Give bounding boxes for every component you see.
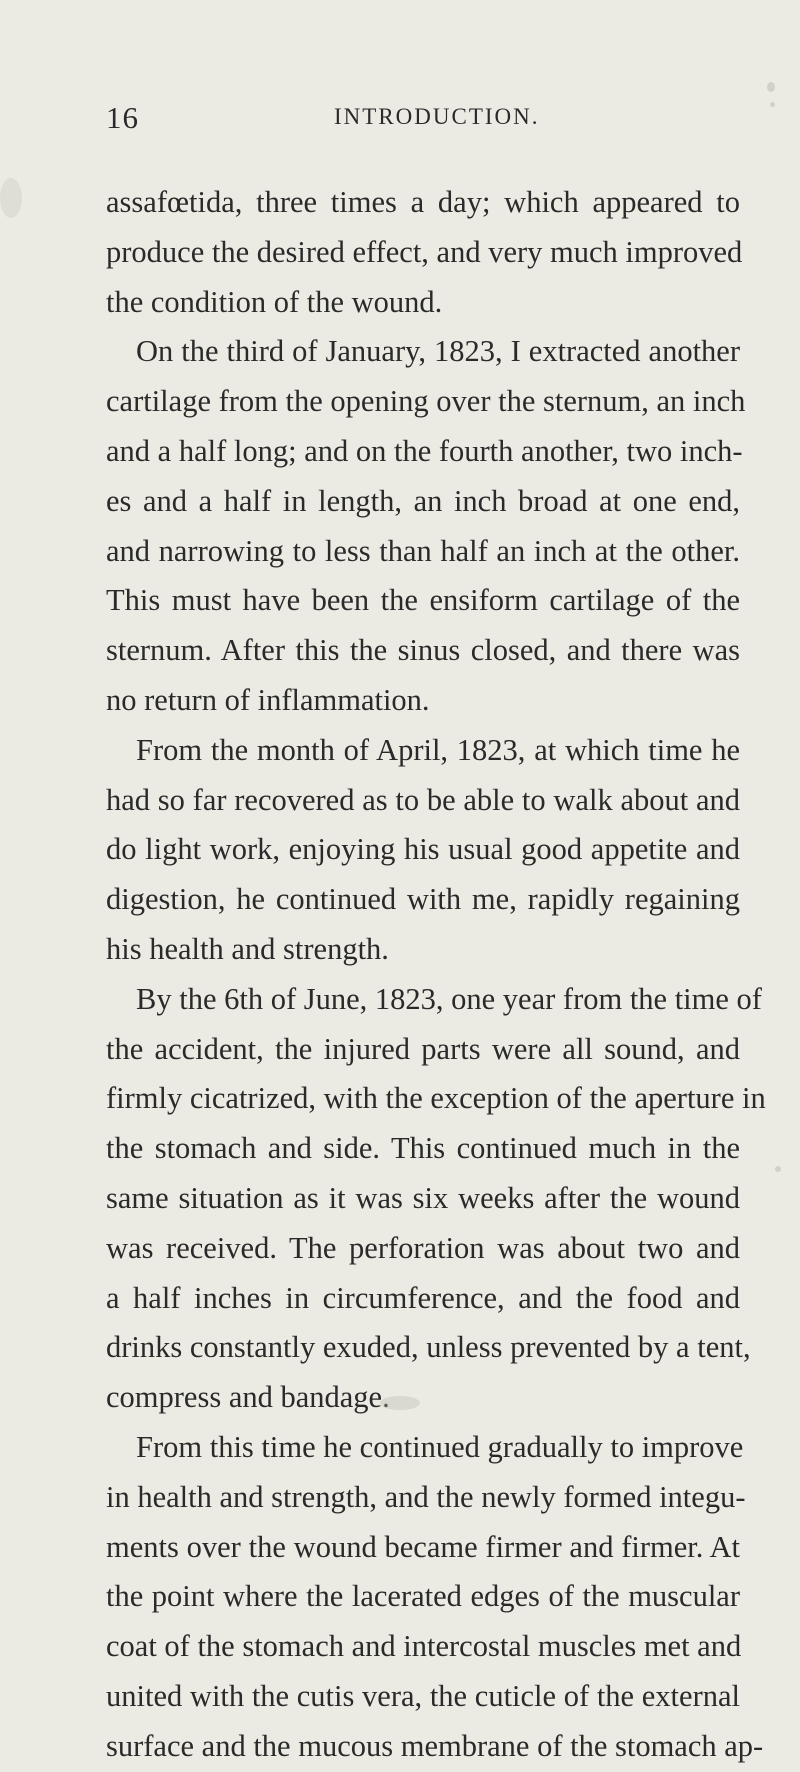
text-line: cartilage from the opening over the sternum, an inch bbox=[106, 384, 746, 419]
text-line: By the 6th of June, 1823, one year from the time of bbox=[136, 981, 762, 1016]
text-line: ments over the wound became firmer and firmer. At bbox=[106, 1529, 740, 1564]
text-line: was received. The perforation was about two and bbox=[106, 1230, 740, 1265]
ink-speck bbox=[770, 102, 775, 107]
text-line: the point where the lacerated edges of the muscular bbox=[106, 1579, 740, 1614]
text-line: compress and bandage. bbox=[106, 1380, 390, 1415]
text-line: This must have been the ensiform cartilage of the bbox=[106, 583, 740, 618]
text-line: the accident, the injured parts were all sound, and bbox=[106, 1031, 740, 1066]
text-line: assafœtida, three times a day; which appeared to bbox=[106, 185, 740, 219]
text-line: no return of inflammation. bbox=[106, 682, 430, 717]
text-line: the stomach and side. This continued much in the bbox=[106, 1131, 740, 1166]
text-line: same situation as it was six weeks after the wound bbox=[106, 1180, 740, 1215]
text-line: firmly cicatrized, with the exception of the aperture in bbox=[106, 1081, 766, 1116]
text-line: sternum. After this the sinus closed, and there was bbox=[106, 633, 740, 668]
text-line: From this time he continued gradually to improve bbox=[136, 1429, 744, 1464]
body-text bbox=[106, 178, 766, 1772]
running-head: INTRODUCTION. bbox=[334, 104, 540, 129]
ink-speck bbox=[767, 82, 775, 92]
text-line: do light work, enjoying his usual good appetite and bbox=[106, 832, 740, 867]
text-line: From the month of April, 1823, at which time he bbox=[136, 732, 740, 767]
text-line: and narrowing to less than half an inch at the other. bbox=[106, 533, 740, 568]
text-line: es and a half in length, an inch broad at one end, bbox=[106, 483, 740, 518]
text-line: drinks constantly exuded, unless prevented by a tent, bbox=[106, 1330, 751, 1365]
text-line: coat of the stomach and intercostal muscles met and bbox=[106, 1629, 742, 1664]
ink-speck bbox=[775, 1166, 781, 1172]
ink-speck bbox=[0, 178, 22, 218]
page-number: 16 bbox=[106, 100, 139, 135]
text-line: surface and the mucous membrane of the stomach ap- bbox=[106, 1728, 764, 1763]
text-line: his health and strength. bbox=[106, 931, 389, 966]
text-line: On the third of January, 1823, I extracted another bbox=[136, 334, 740, 369]
text-line: united with the cutis vera, the cuticle of the external bbox=[106, 1678, 740, 1713]
text-line: in health and strength, and the newly formed integu- bbox=[106, 1479, 746, 1514]
text-line: the condition of the wound. bbox=[106, 284, 443, 319]
page-header bbox=[106, 100, 736, 140]
text-line: and a half long; and on the fourth another, two inch- bbox=[106, 433, 743, 468]
text-line: produce the desired effect, and very much improved bbox=[106, 234, 743, 269]
text-line: had so far recovered as to be able to walk about and bbox=[106, 782, 740, 817]
text-line: a half inches in circumference, and the food and bbox=[106, 1280, 740, 1315]
text-line: digestion, he continued with me, rapidly regaining bbox=[106, 882, 740, 917]
ink-speck bbox=[380, 1396, 420, 1410]
